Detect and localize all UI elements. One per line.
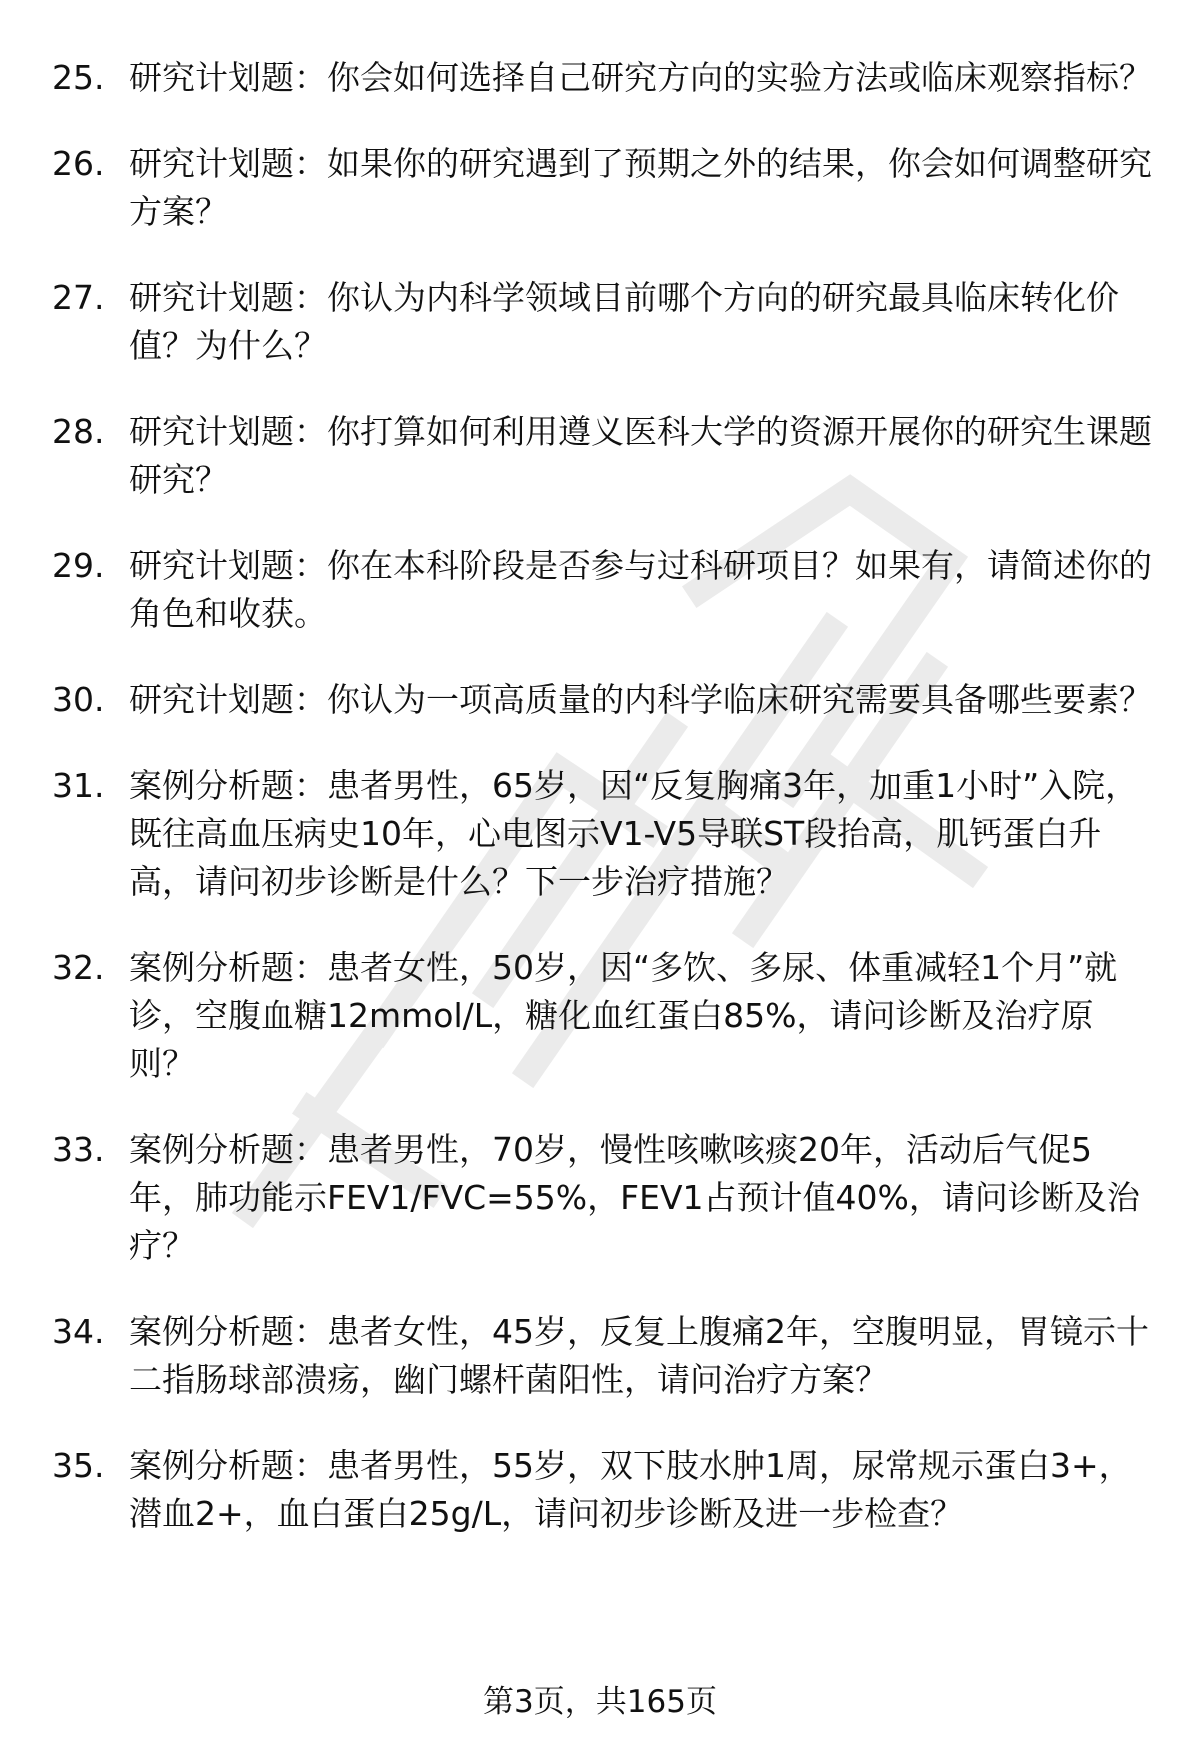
question-number: 33. [52, 1130, 105, 1169]
question-item [0, 274, 1200, 370]
question-list [0, 54, 1200, 1576]
question-number: 28. [52, 412, 105, 451]
question-item [0, 676, 1200, 724]
question-item [0, 542, 1200, 638]
question-item [0, 944, 1200, 1088]
question-item [0, 54, 1200, 102]
question-text: 研究计划题：你打算如何利用遵义医科大学的资源开展你的研究生课题研究？ [129, 412, 1152, 499]
question-text: 研究计划题：你认为内科学领域目前哪个方向的研究最具临床转化价值？为什么？ [129, 278, 1119, 365]
question-number: 25. [52, 58, 105, 97]
question-number: 31. [52, 766, 105, 805]
question-text: 研究计划题：你在本科阶段是否参与过科研项目？如果有，请简述你的角色和收获。 [129, 546, 1152, 633]
question-number: 27. [52, 278, 105, 317]
question-text: 案例分析题：患者男性，65岁，因“反复胸痛3年，加重1小时”入院，既往高血压病史10年，心电图示V1-V5导联ST段抬高，肌钙蛋白升高，请问初步诊断是什么？下一步治疗措施？ [129, 766, 1139, 901]
question-item [0, 762, 1200, 906]
question-number: 26. [52, 144, 105, 183]
question-item [0, 1308, 1200, 1404]
question-number: 35. [52, 1446, 105, 1485]
question-item [0, 1126, 1200, 1270]
question-text: 案例分析题：患者女性，45岁，反复上腹痛2年，空腹明显，胃镜示十二指肠球部溃疡，幽门螺杆菌阳性，请问治疗方案？ [129, 1312, 1149, 1399]
question-number: 34. [52, 1312, 105, 1351]
question-number: 32. [52, 948, 105, 987]
question-text: 研究计划题：你认为一项高质量的内科学临床研究需要具备哪些要素？ [129, 680, 1152, 719]
question-number: 29. [52, 546, 105, 585]
question-text: 案例分析题：患者男性，70岁，慢性咳嗽咳痰20年，活动后气促5年，肺功能示FEV1/FVC=55%，FEV1占预计值40%，请问诊断及治疗？ [129, 1130, 1140, 1265]
question-text: 研究计划题：如果你的研究遇到了预期之外的结果，你会如何调整研究方案？ [129, 144, 1152, 231]
question-number: 30. [52, 680, 105, 719]
question-text: 案例分析题：患者男性，55岁，双下肢水肿1周，尿常规示蛋白3+，潜血2+，血白蛋白25g/L，请问初步诊断及进一步检查？ [129, 1446, 1132, 1533]
page-footer: 第3页，共165页 [483, 1684, 717, 1720]
question-item [0, 408, 1200, 504]
question-text: 案例分析题：患者女性，50岁，因“多饮、多尿、体重减轻1个月”就诊，空腹血糖12mmol/L，糖化血红蛋白85%，请问诊断及治疗原则？ [129, 948, 1118, 1083]
question-text: 研究计划题：你会如何选择自己研究方向的实验方法或临床观察指标？ [129, 58, 1152, 97]
question-item [0, 1442, 1200, 1538]
question-item [0, 140, 1200, 236]
